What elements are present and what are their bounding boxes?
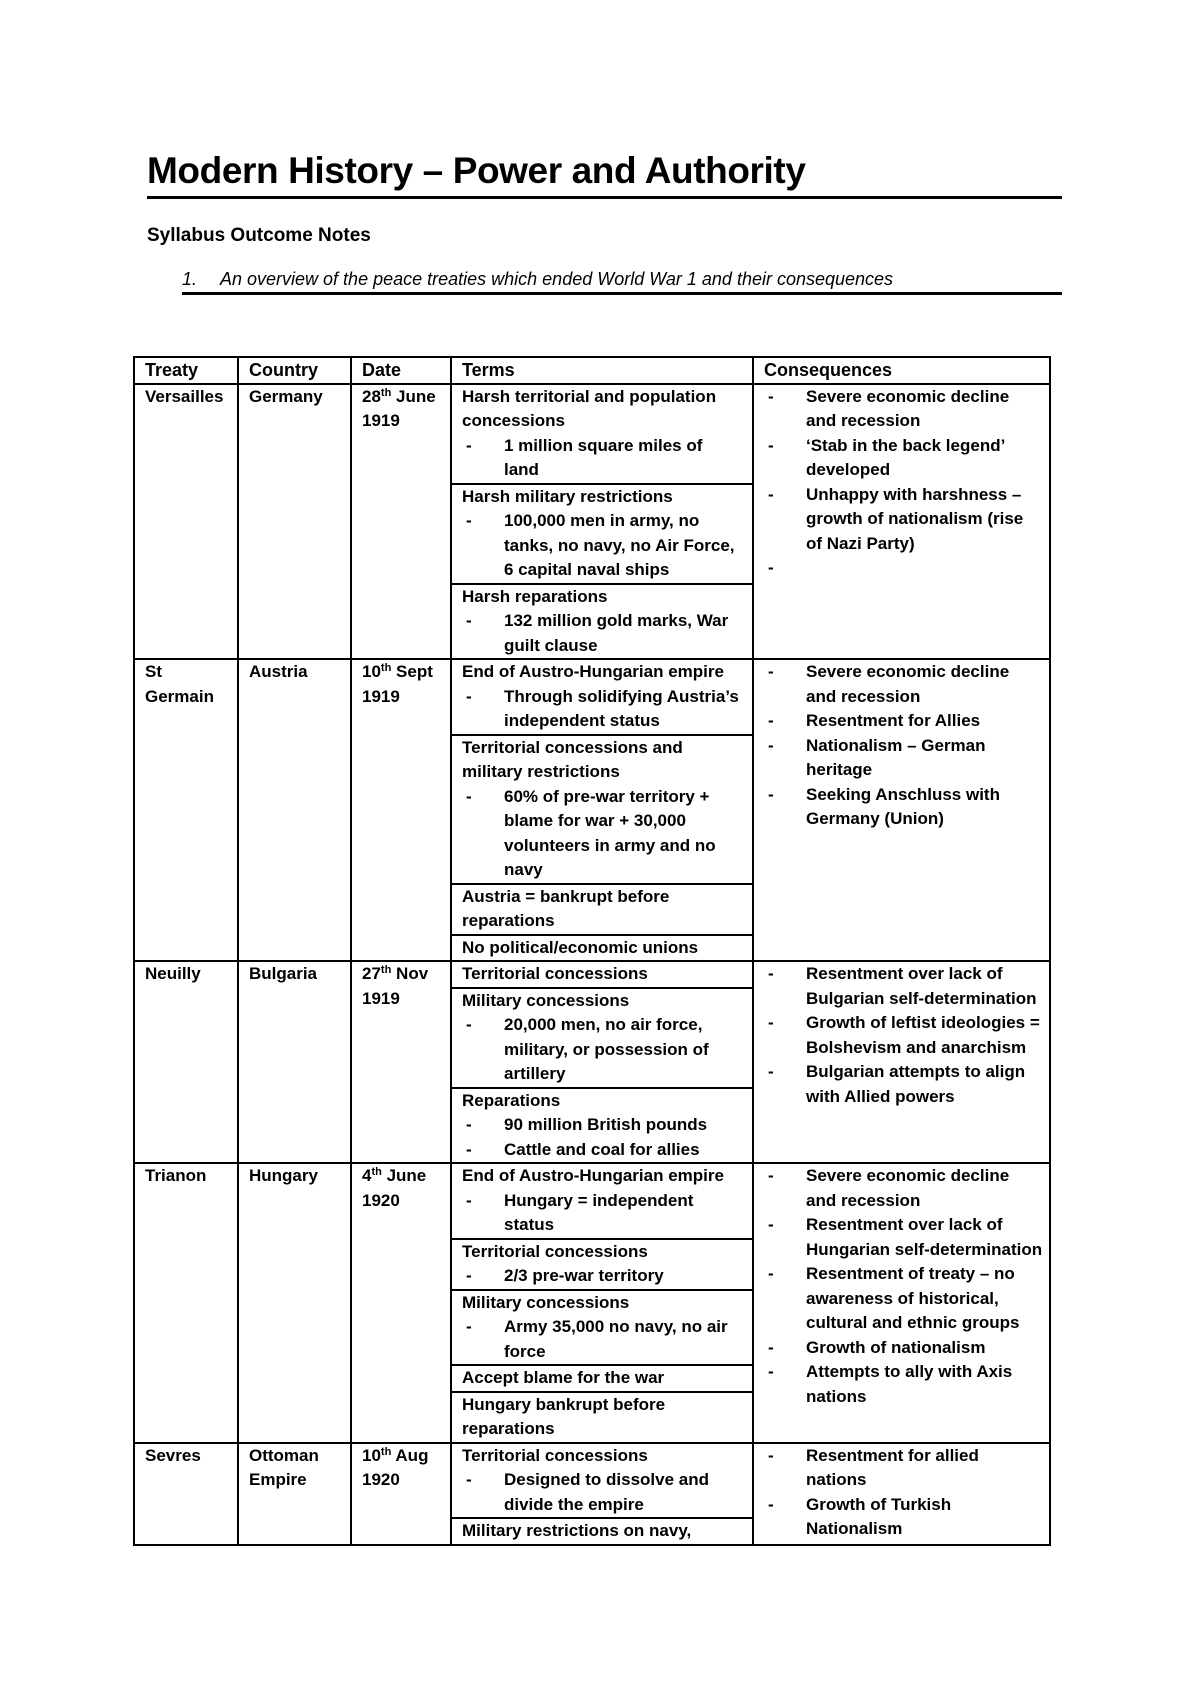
consequence-item: - Growth of Turkish Nationalism	[764, 1493, 1043, 1542]
consequences-cell	[753, 1163, 1050, 1443]
term-heading: Harsh military restrictions	[462, 486, 673, 506]
consequence-item	[764, 556, 1043, 581]
table-row	[134, 659, 1050, 961]
term-bullet-list	[462, 1315, 742, 1364]
term-heading: Hungary bankrupt before reparations	[462, 1394, 666, 1438]
treaty-cell: Sevres	[134, 1443, 238, 1545]
consequence-list	[764, 385, 1043, 581]
term-bullet-list	[462, 1264, 742, 1289]
table-row	[134, 1443, 1050, 1545]
term-bullet: - Hungary = independent status	[462, 1189, 742, 1238]
term-bullet: - 60% of pre-war territory + blame for war + 30,000 volunteers in army and no navy	[462, 785, 742, 883]
term-block	[452, 987, 752, 1087]
term-bullet-list	[462, 1468, 742, 1517]
consequence-item: - Resentment of treaty – no awareness of historical, cultural and ethnic groups	[764, 1262, 1043, 1336]
table-row	[134, 1163, 1050, 1443]
treaty-table-body	[134, 384, 1050, 1545]
term-heading: Territorial concessions	[462, 964, 648, 983]
treaty-cell: St Germain	[134, 659, 238, 961]
title-underline	[147, 196, 1062, 199]
term-block	[452, 734, 752, 883]
consequence-item: - Seeking Anschluss with Germany (Union)	[764, 783, 1043, 832]
header-treaty: Treaty	[134, 357, 238, 384]
term-block	[452, 1289, 752, 1365]
consequence-item: - ‘Stab in the back legend’ developed	[764, 434, 1043, 483]
consequence-item: - Unhappy with harshness – growth of nationalism (rise of Nazi Party)	[764, 483, 1043, 557]
consequence-item: - Attempts to ally with Axis nations	[764, 1360, 1043, 1409]
consequences-cell	[753, 961, 1050, 1163]
term-bullet: - 1 million square miles of land	[462, 434, 742, 483]
term-bullet-list	[462, 685, 742, 734]
term-heading: End of Austro-Hungarian empire	[462, 1166, 724, 1185]
terms-cell	[451, 1163, 753, 1443]
term-bullet-list	[462, 609, 742, 658]
date-cell	[351, 384, 451, 660]
term-block	[452, 385, 752, 483]
consequences-cell	[753, 384, 1050, 660]
date-suffix: th	[380, 662, 392, 674]
outcome-heading	[182, 268, 1062, 290]
consequence-item: - Resentment over lack of Hungarian self-determination	[764, 1213, 1043, 1262]
date-cell	[351, 1163, 451, 1443]
term-heading: Harsh territorial and population concessions	[462, 386, 717, 430]
term-block	[452, 1164, 752, 1238]
term-heading: Reparations	[462, 1090, 561, 1110]
consequences-cell	[753, 659, 1050, 961]
outcome-underline	[182, 292, 1062, 295]
treaty-table	[133, 356, 1051, 1546]
treaty-cell: Versailles	[134, 384, 238, 660]
term-block	[452, 660, 752, 734]
date-cell	[351, 659, 451, 961]
consequence-item: - Severe economic decline and recession	[764, 385, 1043, 434]
date-suffix: th	[371, 1166, 382, 1178]
date-cell	[351, 1443, 451, 1545]
date-rest: Nov 1919	[362, 964, 429, 1008]
country-cell: Austria	[238, 659, 351, 961]
term-bullet-list	[462, 1113, 742, 1162]
term-heading: No political/economic unions	[462, 937, 699, 957]
term-block	[452, 1087, 752, 1163]
consequence-list	[764, 962, 1043, 1109]
term-block	[452, 934, 752, 961]
term-block	[452, 1238, 752, 1289]
table-row	[134, 961, 1050, 1163]
term-block	[452, 483, 752, 583]
header-country: Country	[238, 357, 351, 384]
consequence-item: - Resentment over lack of Bulgarian self-determination	[764, 962, 1043, 1011]
term-block	[452, 962, 752, 987]
date-rest: June 1920	[362, 1166, 427, 1210]
consequence-item: - Growth of leftist ideologies = Bolshevism and anarchism	[764, 1011, 1043, 1060]
consequence-item: - Nationalism – German heritage	[764, 734, 1043, 783]
term-bullet: - 132 million gold marks, War guilt clause	[462, 609, 742, 658]
term-heading: Harsh reparations	[462, 586, 608, 606]
consequence-item: - Severe economic decline and recession	[764, 1164, 1043, 1213]
term-heading: Territorial concessions	[462, 1445, 648, 1465]
term-heading: Military restrictions on navy,	[462, 1521, 692, 1540]
term-bullet-list	[462, 1013, 742, 1087]
page-title: Modern History – Power and Authority	[147, 150, 806, 191]
header-date: Date	[351, 357, 451, 384]
country-cell: Germany	[238, 384, 351, 660]
date-cell	[351, 961, 451, 1163]
terms-cell	[451, 659, 753, 961]
treaty-cell: Neuilly	[134, 961, 238, 1163]
date-rest: June 1919	[362, 386, 436, 430]
term-heading: Military concessions	[462, 1292, 630, 1312]
date-day: 10	[362, 662, 381, 681]
consequence-list	[764, 1444, 1043, 1542]
date-rest: Sept 1919	[362, 662, 433, 706]
term-block	[452, 1517, 752, 1544]
table-header-row	[134, 357, 1050, 384]
date-rest: Aug 1920	[362, 1445, 429, 1489]
term-bullet: - 90 million British pounds	[462, 1113, 742, 1138]
term-block	[452, 583, 752, 659]
outcome-number: 1.	[182, 269, 198, 289]
term-block	[452, 1391, 752, 1442]
term-block	[452, 1444, 752, 1518]
terms-cell	[451, 1443, 753, 1545]
consequence-item: - Bulgarian attempts to align with Allied powers	[764, 1060, 1043, 1109]
date-suffix: th	[380, 386, 392, 399]
terms-cell	[451, 384, 753, 660]
term-block	[452, 1364, 752, 1391]
term-bullet: - Through solidifying Austria’s independent status	[462, 685, 742, 734]
term-heading: Military concessions	[462, 990, 630, 1010]
term-bullet-list	[462, 509, 742, 583]
treaty-cell: Trianon	[134, 1163, 238, 1443]
term-bullet-list	[462, 1189, 742, 1238]
country-cell: Bulgaria	[238, 961, 351, 1163]
date-day: 27	[362, 964, 381, 983]
term-bullet: - Designed to dissolve and divide the empire	[462, 1468, 742, 1517]
consequence-item: - Severe economic decline and recession	[764, 660, 1043, 709]
table-row	[134, 384, 1050, 660]
term-bullet: - 100,000 men in army, no tanks, no navy, no Air Force, 6 capital naval ships	[462, 509, 742, 583]
term-bullet: - Army 35,000 no navy, no air force	[462, 1315, 742, 1364]
term-heading: Accept blame for the war	[462, 1368, 665, 1387]
term-bullet-list	[462, 785, 742, 883]
term-bullet: - Cattle and coal for allies	[462, 1138, 742, 1163]
term-bullet: - 2/3 pre-war territory	[462, 1264, 742, 1289]
header-consequences: Consequences	[753, 357, 1050, 384]
consequence-item: - Growth of nationalism	[764, 1336, 1043, 1361]
date-suffix: th	[380, 964, 392, 976]
term-heading: Territorial concessions and military restrictions	[462, 737, 683, 781]
consequences-cell	[753, 1443, 1050, 1545]
date-day: 4	[362, 1166, 372, 1185]
date-day: 28	[362, 386, 381, 406]
consequence-list	[764, 660, 1043, 832]
term-heading: Austria = bankrupt before reparations	[462, 886, 670, 930]
date-day: 10	[362, 1445, 381, 1465]
terms-cell	[451, 961, 753, 1163]
subtitle: Syllabus Outcome Notes	[147, 225, 371, 246]
header-terms: Terms	[451, 357, 753, 384]
date-suffix: th	[380, 1445, 392, 1458]
consequence-list	[764, 1164, 1043, 1409]
country-cell: Hungary	[238, 1163, 351, 1443]
term-bullet: - 20,000 men, no air force, military, or possession of artillery	[462, 1013, 742, 1087]
consequence-item: - Resentment for Allies	[764, 709, 1043, 734]
term-bullet-list	[462, 434, 742, 483]
term-heading: End of Austro-Hungarian empire	[462, 662, 724, 681]
term-block	[452, 883, 752, 934]
country-cell: Ottoman Empire	[238, 1443, 351, 1545]
term-heading: Territorial concessions	[462, 1241, 648, 1261]
outcome-text: An overview of the peace treaties which ended World War 1 and their consequences	[220, 269, 894, 289]
consequence-item: - Resentment for allied nations	[764, 1444, 1043, 1493]
